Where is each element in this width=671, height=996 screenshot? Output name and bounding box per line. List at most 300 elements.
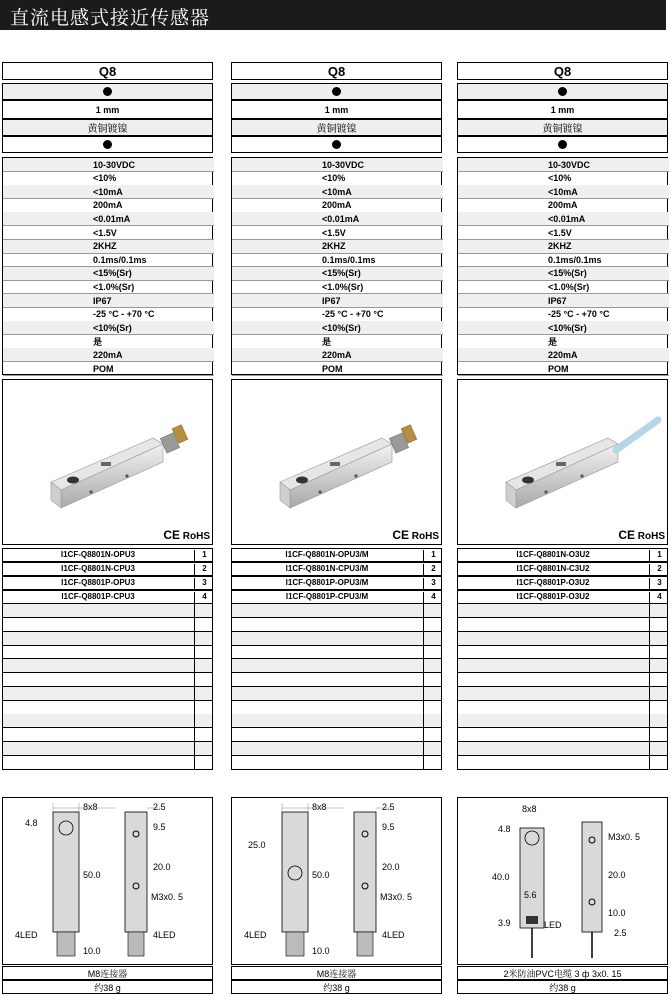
sensor-side-view [582,822,602,932]
mount-hole-icon [580,474,583,477]
spec-row [458,321,669,335]
dim-led-offset-label: 5.6 [524,890,537,900]
spec-value: <15%(Sr) [548,268,587,279]
spec-value: 220mA [548,349,578,360]
dim-width-label: 8x8 [522,804,537,814]
led-window-view [526,916,538,924]
table-row [2,590,213,604]
model-name: I1CF-Q8801N-C3U2 [516,564,590,573]
column-divider [649,687,650,700]
empty-row [2,687,213,701]
empty-row [2,728,213,742]
spec-value: <10% [322,173,346,184]
thread-label: M3x0. 5 [151,892,184,902]
column-divider [649,714,650,727]
column-divider [194,701,195,714]
spec-value: 10-30VDC [548,159,591,170]
spec-value: 220mA [322,349,352,360]
model-name: I1CF-Q8801N-OPU3 [60,550,136,559]
column-divider [194,632,195,645]
empty-row [2,701,213,715]
spec-row [458,158,669,172]
model-number: 2 [423,564,443,576]
model-name: I1CF-Q8801P-O3U2 [516,578,590,587]
spec-row [458,362,669,376]
empty-row [2,714,213,728]
connector-view [57,932,75,956]
sensor-image [458,380,667,544]
spec-row [458,226,669,240]
dim-offset-label: 4.8 [25,818,38,828]
spec-value: 200mA [93,200,123,211]
spec-row [232,348,443,362]
sensing-face-icon [522,477,534,484]
dim-hole-end-label: 10.0 [608,908,626,918]
spec-value: <1.0%(Sr) [548,281,590,292]
spec-value: <10% [93,173,117,184]
model-size-cell: Q8 [231,62,442,80]
mount-hole-icon [318,490,321,493]
spec-row [232,185,443,199]
model-number: 2 [649,564,669,576]
spec-value: 是 [322,336,332,347]
spec-table [2,157,213,375]
column-divider [194,659,195,672]
spec-row [232,253,443,267]
model-name: I1CF-Q8801N-CPU3 [61,564,135,573]
spec-row [3,199,214,213]
column-divider [194,673,195,686]
table-row [231,576,442,590]
output-indicator [457,136,668,153]
mount-hole-icon [354,474,357,477]
column-divider [194,645,195,658]
spec-value: IP67 [548,295,567,306]
spec-row [3,212,214,226]
spec-row [458,172,669,186]
model-size-cell: Q8 [457,62,668,80]
spec-row [232,158,443,172]
empty-row [231,632,442,646]
dim-width-label: 8x8 [312,802,327,812]
spec-row [458,267,669,281]
empty-row [231,714,442,728]
dim-connector-label: 10.0 [83,946,101,956]
spec-value: 2KHZ [322,241,346,252]
table-row [231,562,442,576]
spec-value: <10mA [93,186,123,197]
weight-value: 约38 g [231,980,442,994]
empty-row [2,756,213,770]
dim-connector-label: 10.0 [312,946,330,956]
model-name: I1CF-Q8801P-O3U2 [516,592,590,601]
column-divider [423,714,424,727]
thread-label: M3x0. 5 [380,892,413,902]
sensing-face-icon [296,477,308,484]
dim-length-label: 50.0 [83,870,101,880]
empty-row [231,659,442,673]
empty-row [457,728,668,742]
spec-value: <10%(Sr) [93,322,132,333]
spec-value: -25 °C - +70 °C [322,309,384,320]
spec-value: <0.01mA [93,213,131,224]
connection-type: M8连接器 [2,966,213,980]
material-cell: 黄铜镀镍 [2,119,213,136]
bullet-icon [103,87,112,96]
rohs-mark: RoHS [182,531,210,542]
model-name: I1CF-Q8801P-OPU3/M [285,578,369,587]
spec-row [232,335,443,349]
distance-cell: 1 mm [231,100,442,119]
spec-value: 10-30VDC [322,159,365,170]
output-indicator [231,136,442,153]
column-divider [423,701,424,714]
empty-row [457,714,668,728]
column-divider [423,687,424,700]
dimension-svg [3,798,212,964]
model-name: I1CF-Q8801P-CPU3/M [285,592,369,601]
empty-row [2,645,213,659]
spec-value: -25 °C - +70 °C [93,309,155,320]
model-number: 1 [423,550,443,562]
certification-marks [392,528,439,542]
spec-row [3,362,214,376]
column-divider [423,728,424,741]
spec-row [232,280,443,294]
dim-thickness-label: 2.5 [614,928,627,938]
spec-value: <1.5V [93,227,117,238]
model-size-cell: Q8 [2,62,213,80]
empty-row [457,659,668,673]
sensor-side-view [125,812,147,932]
bullet-icon [558,87,567,96]
dim-hole-offset-label: 9.5 [153,822,166,832]
column-divider [649,673,650,686]
spec-value: 是 [548,336,558,347]
dimension-svg [458,798,667,964]
spec-row [458,308,669,322]
spec-value: 200mA [322,200,352,211]
model-number: 1 [649,550,669,562]
spec-value: IP67 [93,295,112,306]
empty-row [2,604,213,618]
distance-cell: 1 mm [457,100,668,119]
empty-row [457,673,668,687]
spec-row [3,335,214,349]
column-divider [649,632,650,645]
sensor-side-view [354,812,376,932]
spec-value: <10%(Sr) [548,322,587,333]
dim-offset-label: 4.8 [498,824,511,834]
spec-value: <15%(Sr) [322,268,361,279]
empty-row [457,618,668,632]
spec-value: <1.5V [548,227,572,238]
rohs-mark: RoHS [637,531,665,542]
empty-row [231,687,442,701]
column-divider [423,604,424,617]
column-divider [423,659,424,672]
spec-table [457,157,668,375]
connection-type: 2米防油PVC电缆 3 ф 3x0. 15 [457,966,668,980]
connector-side-view [128,932,144,956]
spec-value: <10mA [322,186,352,197]
spec-value: <1.0%(Sr) [322,281,364,292]
column-divider [649,645,650,658]
column-divider [649,728,650,741]
dim-hole-spacing-label: 20.0 [608,870,626,880]
thread-label: M3x0. 5 [608,832,641,842]
led-label: 4LED [382,930,405,940]
column-divider [423,742,424,755]
empty-row [457,687,668,701]
spec-row [3,280,214,294]
table-row [2,576,213,590]
sensor-image [232,380,441,544]
dim-offset-label: 25.0 [248,840,266,850]
column-divider [649,701,650,714]
bullet-icon [558,140,567,149]
label-mark [556,462,566,466]
dim-thickness-label: 2.5 [153,802,166,812]
empty-row [231,756,442,770]
spec-value: <0.01mA [548,213,586,224]
table-row [231,590,442,604]
model-name: I1CF-Q8801N-CPU3/M [285,564,369,573]
empty-row [457,645,668,659]
column-divider [194,604,195,617]
spec-value: <10%(Sr) [322,322,361,333]
spec-row [3,172,214,186]
empty-row [231,645,442,659]
spec-row [458,294,669,308]
spec-row [232,362,443,376]
certification-marks [618,528,665,542]
column-divider [423,632,424,645]
empty-row [457,632,668,646]
column-divider [194,742,195,755]
column-divider [423,618,424,631]
dim-length-label: 40.0 [492,872,510,882]
sensor-body-view [282,812,308,932]
model-name: I1CF-Q8801N-O3U2 [516,550,590,559]
spec-row [458,253,669,267]
ce-mark: CE [163,528,180,542]
model-number: 4 [649,592,669,604]
led-label: 4LED [15,930,38,940]
spec-row [458,335,669,349]
model-number: 2 [194,564,214,576]
product-photo [457,379,668,545]
model-number: 4 [423,592,443,604]
led-label: LED [544,920,562,930]
dim-led-label: 3.9 [498,918,511,928]
shielded-indicator [231,83,442,100]
spec-value: POM [93,363,114,374]
spec-row [3,185,214,199]
empty-row [2,742,213,756]
empty-row [457,604,668,618]
mount-hole-icon [125,474,128,477]
model-number: 3 [423,578,443,590]
column-divider [649,742,650,755]
empty-row [231,728,442,742]
spec-row [3,158,214,172]
column-divider [194,687,195,700]
spec-value: IP67 [322,295,341,306]
rohs-mark: RoHS [411,531,439,542]
spec-row [232,199,443,213]
product-photo [2,379,213,545]
dim-width-label: 8x8 [83,802,98,812]
page-header [0,0,666,30]
label-mark [101,462,111,466]
mount-hole-icon [544,490,547,493]
sensor-body-view [53,812,79,932]
spec-value: 220mA [93,349,123,360]
empty-row [2,673,213,687]
column-divider [649,659,650,672]
dim-length-label: 50.0 [312,870,330,880]
spec-row [458,185,669,199]
spec-row [232,267,443,281]
model-name: I1CF-Q8801P-CPU3 [61,592,135,601]
empty-row [457,756,668,770]
empty-row [231,701,442,715]
table-row [2,548,213,562]
empty-row [231,742,442,756]
weight-value: 约38 g [2,980,213,994]
led-label: 4LED [153,930,176,940]
sensing-face-icon [67,477,79,484]
bullet-icon [103,140,112,149]
empty-row [457,701,668,715]
spec-row [3,321,214,335]
spec-value: 是 [93,336,103,347]
mount-hole-icon [89,490,92,493]
shielded-indicator [457,83,668,100]
spec-row [3,226,214,240]
bullet-icon [332,87,341,96]
connector-view [286,932,304,956]
empty-row [457,742,668,756]
empty-row [231,604,442,618]
spec-value: -25 °C - +70 °C [548,309,610,320]
spec-row [3,294,214,308]
dim-hole-spacing-label: 20.0 [153,862,171,872]
column-divider [649,618,650,631]
product-photo [231,379,442,545]
spec-value: 2KHZ [548,241,572,252]
empty-row [2,659,213,673]
empty-row [2,632,213,646]
dim-hole-offset-label: 9.5 [382,822,395,832]
column-divider [194,756,195,769]
spec-value: 10-30VDC [93,159,136,170]
distance-cell: 1 mm [2,100,213,119]
column-divider [423,645,424,658]
material-cell: 黄铜镀镍 [231,119,442,136]
spec-value: 2KHZ [93,241,117,252]
table-row [457,576,668,590]
weight-value: 约38 g [457,980,668,994]
spec-value: <1.0%(Sr) [93,281,135,292]
spec-row [458,280,669,294]
sensor-image [3,380,212,544]
dimension-drawing [2,797,213,965]
spec-row [3,253,214,267]
spec-value: POM [548,363,569,374]
model-number: 4 [194,592,214,604]
column-divider [194,618,195,631]
spec-row [232,240,443,254]
spec-value: 0.1ms/0.1ms [548,254,602,265]
model-number: 1 [194,550,214,562]
model-name: I1CF-Q8801N-OPU3/M [285,550,369,559]
spec-value: 200mA [548,200,578,211]
spec-row [232,212,443,226]
spec-value: POM [322,363,343,374]
spec-row [232,294,443,308]
table-row [2,562,213,576]
sensor-body-view [520,828,544,928]
spec-value: <1.5V [322,227,346,238]
column-divider [649,604,650,617]
spec-row [232,308,443,322]
spec-value: <10mA [548,186,578,197]
empty-row [231,673,442,687]
ce-mark: CE [392,528,409,542]
model-number: 3 [194,578,214,590]
dim-thickness-label: 2.5 [382,802,395,812]
cable-icon [616,420,658,450]
dimension-svg [232,798,441,964]
led-label: 4LED [244,930,267,940]
table-row [457,548,668,562]
dimension-drawing [231,797,442,965]
empty-row [2,618,213,632]
page-title: 直流电感式接近传感器 [10,7,211,29]
spec-row [458,348,669,362]
spec-row [458,240,669,254]
spec-value: <15%(Sr) [93,268,132,279]
label-mark [330,462,340,466]
spec-row [458,212,669,226]
spec-value: 0.1ms/0.1ms [322,254,376,265]
column-divider [194,714,195,727]
spec-row [3,267,214,281]
spec-row [458,199,669,213]
output-indicator [2,136,213,153]
certification-marks [163,528,210,542]
material-cell: 黄铜镀镍 [457,119,668,136]
dim-hole-spacing-label: 20.0 [382,862,400,872]
column-divider [194,728,195,741]
table-row [457,590,668,604]
connector-side-view [357,932,373,956]
spec-table [231,157,442,375]
table-row [457,562,668,576]
column-divider [423,673,424,686]
model-name: I1CF-Q8801P-OPU3 [61,578,135,587]
column-divider [649,756,650,769]
spec-row [3,348,214,362]
column-divider [423,756,424,769]
spec-value: 0.1ms/0.1ms [93,254,147,265]
bullet-icon [332,140,341,149]
spec-value: <0.01mA [322,213,360,224]
empty-row [231,618,442,632]
shielded-indicator [2,83,213,100]
